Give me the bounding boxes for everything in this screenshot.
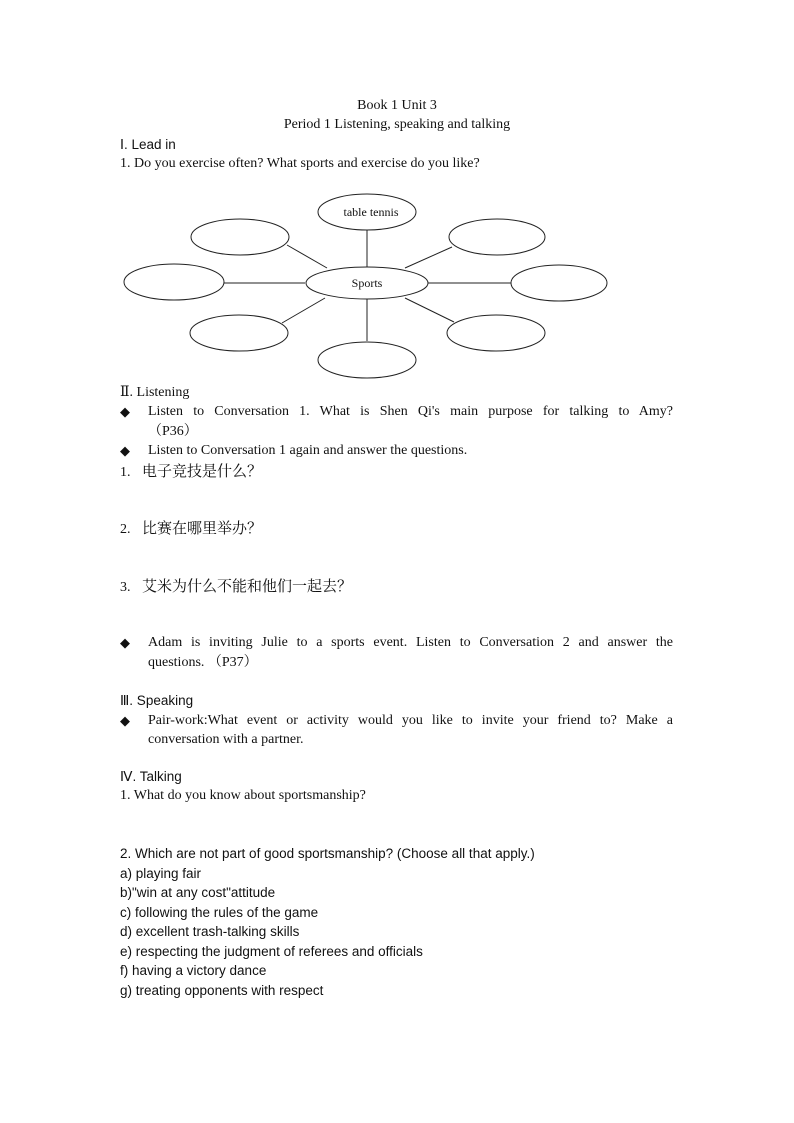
option-item: f) having a victory dance	[120, 963, 267, 978]
option-item: a) playing fair	[120, 866, 202, 881]
document-subtitle: Period 1 Listening, speaking and talking	[283, 117, 511, 132]
listening-question-2: 2. 比赛在哪里举办？	[120, 519, 263, 537]
connector-line	[405, 247, 452, 268]
section-listening-heading: Ⅱ. Listening	[120, 385, 190, 400]
connector-line	[282, 298, 325, 323]
listening-question-1: 1. 电子竞技是什么？	[120, 462, 263, 480]
option-item: b)"win at any cost"attitude	[120, 885, 276, 900]
speaking-bullet	[120, 712, 676, 752]
bullet-text-line: Adam is inviting Julie to a sports event. Listen to Conversation 2 and answer the	[148, 635, 673, 650]
top-node-label: table tennis	[343, 205, 399, 219]
option-item: d) excellent trash-talking skills	[120, 924, 300, 939]
blank-node-ellipse	[190, 315, 288, 351]
listening-bullet-3	[120, 634, 676, 674]
listening-bullet-1	[120, 403, 676, 443]
bullet-text-line: Pair-work:What event or activity would you like to invite your friend to? Make a	[148, 713, 673, 728]
blank-node-ellipse	[449, 219, 545, 255]
bullet-text-line: Listen to Conversation 1. What is Shen Qi's main purpose for talking to Amy?	[148, 404, 673, 419]
option-item: g) treating opponents with respect	[120, 983, 324, 998]
section-talking-heading: Ⅳ. Talking	[120, 769, 182, 784]
blank-node-ellipse	[124, 264, 224, 300]
connector-line	[287, 245, 327, 268]
bullet-text-line: （P36）	[148, 424, 198, 439]
option-item: c) following the rules of the game	[120, 905, 319, 920]
section-speaking-heading: Ⅲ. Speaking	[120, 693, 194, 708]
center-node-label: Sports	[351, 276, 383, 290]
bullet-text-line: questions. （P37）	[148, 655, 258, 670]
blank-node-ellipse	[318, 342, 416, 378]
blank-node-ellipse	[447, 315, 545, 351]
connector-line	[405, 298, 454, 322]
diamond-bullet-icon: ◆	[120, 713, 130, 728]
listening-question-3: 3. 艾米为什么不能和他们一起去？	[120, 577, 353, 595]
diamond-bullet-icon: ◆	[120, 404, 130, 419]
listening-bullet-2	[120, 442, 676, 462]
talking-question-2: 2. Which are not part of good sportsmanship? (Choose all that apply.)	[120, 846, 535, 861]
bullet-text-line: conversation with a partner.	[148, 732, 304, 747]
talking-question-1: 1. What do you know about sportsmanship?	[120, 788, 366, 803]
sports-mind-map	[0, 0, 794, 400]
bullet-text-line: Listen to Conversation 1 again and answer the questions.	[148, 443, 468, 458]
blank-node-ellipse	[511, 265, 607, 301]
option-item: e) respecting the judgment of referees and officials	[120, 944, 423, 959]
document-title: Book 1 Unit 3	[357, 98, 437, 113]
lead-in-question: 1. Do you exercise often? What sports and exercise do you like?	[120, 156, 480, 171]
section-lead-in-heading: Ⅰ. Lead in	[120, 137, 176, 152]
blank-node-ellipse	[191, 219, 289, 255]
diamond-bullet-icon: ◆	[120, 635, 130, 650]
diamond-bullet-icon: ◆	[120, 443, 130, 458]
